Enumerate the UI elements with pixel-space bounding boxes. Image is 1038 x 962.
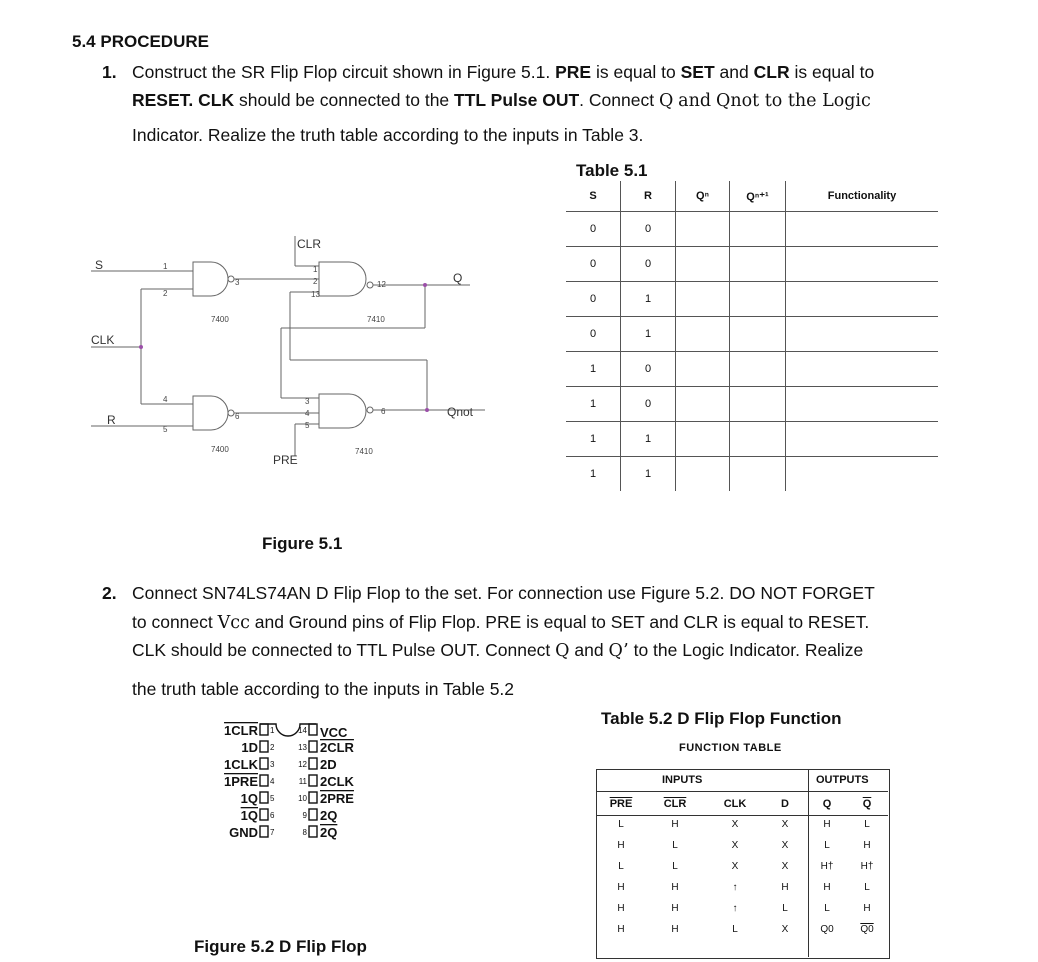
- table2-cell: H: [617, 924, 625, 935]
- pin-number: 13: [311, 290, 320, 299]
- step1-number: 1.: [102, 62, 117, 82]
- step2-text: to connect: [132, 612, 213, 632]
- step2-text: to the Logic Indicator. Realize: [633, 640, 864, 660]
- table1-header: Functionality: [827, 190, 897, 202]
- table2-cell: ↑: [732, 903, 738, 914]
- table1-cell: [730, 282, 786, 317]
- table2-header: $\overline{CLR}$: [663, 798, 687, 810]
- step2-line4: the truth table according to the inputs in Table 5.2: [132, 679, 515, 699]
- d-flip-flop-pinout: [180, 716, 400, 888]
- step1-text: . Connect: [579, 90, 655, 110]
- table2-cell: H: [823, 882, 831, 893]
- pin-number: 2: [270, 743, 275, 752]
- pin-number: 10: [298, 794, 307, 803]
- pin-number: 5: [163, 425, 168, 434]
- table2-cell: X: [731, 819, 739, 830]
- table2-cell: H: [863, 903, 871, 914]
- step1-reset: RESET.: [132, 90, 194, 110]
- table2-cell: H†: [820, 861, 834, 872]
- pin-number: 3: [305, 397, 310, 406]
- table1-cell: [786, 387, 939, 422]
- step1-text: should be connected to the: [239, 90, 450, 110]
- table2-cell: X: [781, 840, 789, 851]
- table2-cell: H: [671, 903, 679, 914]
- step1-text: is equal to: [794, 62, 875, 82]
- chip-label: 7410: [355, 447, 373, 456]
- table1-cell: 1: [566, 422, 621, 457]
- pin-name: GND: [229, 825, 258, 840]
- step1-pre: PRE: [555, 62, 592, 82]
- table1-cell: [786, 282, 939, 317]
- step1-clr: CLR: [753, 62, 790, 82]
- table1-cell: [730, 387, 786, 422]
- table2-cell: H: [671, 924, 679, 935]
- table1-cell: [786, 317, 939, 352]
- table1-cell: 0: [621, 387, 676, 422]
- pin-number: 1: [163, 262, 168, 271]
- pin-number: 1: [270, 726, 275, 735]
- pin-number: 3: [270, 760, 275, 769]
- pin-number: 4: [270, 777, 275, 786]
- table1-cell: 1: [621, 457, 676, 492]
- table1-cell: [786, 212, 939, 247]
- table1-cell: 0: [566, 212, 621, 247]
- input-clk-label: CLK: [91, 333, 115, 347]
- table1-cell: 0: [566, 317, 621, 352]
- pin-number: 1: [313, 265, 318, 274]
- nand-gate-2: [319, 262, 366, 296]
- output-qnot-label: Qnot: [447, 405, 474, 419]
- table2-cell: L: [864, 882, 870, 893]
- table2-cell: X: [781, 861, 789, 872]
- step1-q: Q: [658, 91, 674, 111]
- step1-set: SET: [680, 62, 715, 82]
- step1-clk: CLK: [198, 90, 235, 110]
- clr-label: CLR: [297, 237, 322, 251]
- sr-flip-flop-circuit: [85, 220, 505, 480]
- step1-text: and: [719, 62, 749, 82]
- pin-name: 1D: [241, 740, 258, 755]
- input-s-label: S: [95, 258, 104, 272]
- pin-name: 1CLR: [224, 723, 258, 738]
- table2-header: $\overline{Q}$: [862, 798, 872, 810]
- pin-name: 1PRE: [224, 774, 258, 789]
- table2-cell: ↑: [732, 882, 738, 893]
- step2-qprime: Q’: [608, 641, 629, 661]
- table2-cell: L: [782, 903, 788, 914]
- pin-number: 8: [302, 828, 307, 837]
- table1-cell: [730, 422, 786, 457]
- table1-cell: 0: [566, 282, 621, 317]
- pin-number: 2: [313, 277, 318, 286]
- table1-cell: 1: [566, 387, 621, 422]
- table2-cell: H: [781, 882, 789, 893]
- inverter-bubble: [228, 276, 234, 282]
- step2-line2: [132, 607, 869, 638]
- table2-cell: H: [617, 840, 625, 851]
- table2-header: CLK: [723, 798, 747, 810]
- table1-cell: 1: [621, 317, 676, 352]
- table2-cell: L: [824, 903, 830, 914]
- pin-name: 1Q: [240, 791, 258, 806]
- table1-cell: 0: [566, 247, 621, 282]
- table2-cell: L: [618, 861, 624, 872]
- table1-cell: 0: [621, 247, 676, 282]
- pin-number: 12: [377, 280, 386, 289]
- table2-header: Q: [822, 798, 832, 810]
- table2-cell: H: [823, 819, 831, 830]
- table1-cell: [730, 457, 786, 492]
- table2-cell: H: [863, 840, 871, 851]
- junction-dot: [140, 346, 143, 349]
- pin-number: 7: [270, 828, 275, 837]
- table2-cell: X: [731, 861, 739, 872]
- function-table-title: FUNCTION TABLE: [679, 742, 782, 754]
- outputs-label: OUTPUTS: [816, 774, 869, 786]
- chip-label: 7410: [367, 315, 385, 324]
- step1-text: and: [678, 91, 712, 111]
- pin-number: 2: [163, 289, 168, 298]
- pin-name: 2D: [320, 757, 337, 772]
- table1-cell: [676, 282, 730, 317]
- table2-header: D: [781, 798, 789, 810]
- pin-number: 6: [270, 811, 275, 820]
- step2-vcc: Vcc: [217, 613, 250, 633]
- table2-cell: X: [781, 819, 789, 830]
- table2-cell: L: [732, 924, 738, 935]
- table2-cell: H: [617, 882, 625, 893]
- pin-name: 2CLR: [320, 740, 354, 755]
- table2-cell: Q0: [820, 924, 834, 935]
- input-r-label: R: [107, 413, 116, 427]
- table1-cell: 0: [621, 212, 676, 247]
- nand-gate-3: [193, 396, 228, 430]
- pre-label: PRE: [273, 453, 298, 467]
- pin-number: 4: [305, 409, 310, 418]
- step2-line3: [132, 635, 863, 666]
- chip-label: 7400: [211, 315, 229, 324]
- pin-number: 13: [298, 743, 307, 752]
- pin-name: 1Q: [240, 808, 258, 823]
- step2-number: 2.: [102, 583, 117, 603]
- pin-name: 2Q: [320, 808, 338, 823]
- table1-cell: [786, 247, 939, 282]
- nand-gate-1: [193, 262, 228, 296]
- table1-cell: [676, 212, 730, 247]
- step1-qnot: Qnot to the Logic: [715, 91, 871, 111]
- table1-cell: [786, 457, 939, 492]
- pin-name: 2PRE: [320, 791, 354, 806]
- pin-number: 12: [298, 760, 307, 769]
- inverter-bubble: [367, 407, 373, 413]
- table2-cell: L: [618, 819, 624, 830]
- table2-cell: L: [864, 819, 870, 830]
- table2-cell: X: [781, 924, 789, 935]
- pin-number: 11: [298, 777, 307, 786]
- step2-q: Q: [555, 641, 570, 661]
- inputs-label: INPUTS: [662, 774, 703, 786]
- table1-cell: [786, 422, 939, 457]
- junction-dot: [426, 409, 429, 412]
- pin-name: 2CLK: [320, 774, 354, 789]
- table2-cell: H: [671, 882, 679, 893]
- table2-cell: X: [731, 840, 739, 851]
- step1-line1: [132, 57, 874, 87]
- chip-label: 7400: [211, 445, 229, 454]
- step1-line2: [132, 85, 871, 116]
- pin-squares: [260, 724, 317, 837]
- pin-number: 5: [270, 794, 275, 803]
- table1-cell: [730, 352, 786, 387]
- junction-dot: [424, 284, 427, 287]
- table1-header: R: [621, 181, 676, 212]
- table1-cell: 0: [621, 352, 676, 387]
- table2-cell: L: [672, 840, 678, 851]
- table2-cell: Q0: [860, 924, 874, 935]
- table2-header-rule: [596, 791, 888, 792]
- step1-line3: Indicator. Realize the truth table according to the inputs in Table 3.: [132, 125, 644, 145]
- inverter-bubble: [228, 410, 234, 416]
- table1-cell: 1: [621, 422, 676, 457]
- nand-gate-4: [319, 394, 366, 428]
- pin-name: 2Q: [320, 825, 338, 840]
- pin-number: 5: [305, 421, 310, 430]
- table1-header: S: [566, 181, 621, 212]
- figure2-caption: Figure 5.2 D Flip Flop: [194, 937, 367, 956]
- table2-caption: Table 5.2 D Flip Flop Function: [601, 709, 842, 728]
- table1-cell: 1: [621, 282, 676, 317]
- pin-number: 9: [302, 811, 307, 820]
- step2-line1: Connect SN74LS74AN D Flip Flop to the set. For connection use Figure 5.2. DO NOT FORGET: [132, 583, 875, 603]
- table2-cell: L: [672, 861, 678, 872]
- table1: [566, 181, 938, 491]
- pin-number: 6: [235, 412, 240, 421]
- pin-name: VCC: [320, 725, 348, 740]
- step1-text: Construct the SR Flip Flop circuit shown in Figure 5.1.: [132, 62, 551, 82]
- table1-cell: [676, 387, 730, 422]
- pin-name: 1CLK: [224, 757, 258, 772]
- table1-cell: [676, 457, 730, 492]
- table1-cell: [676, 247, 730, 282]
- table1-caption: Table 5.1: [576, 161, 648, 180]
- table1-cell: [676, 422, 730, 457]
- figure1-caption: Figure 5.1: [262, 534, 343, 553]
- table1-cell: [676, 317, 730, 352]
- step2-text: and: [574, 640, 604, 660]
- table2-cell: H: [617, 903, 625, 914]
- table2-cell: H†: [860, 861, 874, 872]
- table2-cell: H: [671, 819, 679, 830]
- pin-number: 4: [163, 395, 168, 404]
- step2-text: and Ground pins of Flip Flop. PRE is equal to SET and CLR is equal to RESET.: [254, 612, 870, 632]
- output-q-label: Q: [453, 271, 463, 285]
- section-title: 5.4 PROCEDURE: [72, 32, 209, 51]
- table1-cell: [730, 212, 786, 247]
- table1-cell: 1: [566, 352, 621, 387]
- table1-cell: [676, 352, 730, 387]
- table1-header: Qⁿ: [676, 181, 730, 212]
- table1-cell: [730, 247, 786, 282]
- pin-number: 14: [298, 726, 307, 735]
- step1-ttl: TTL Pulse OUT: [454, 90, 580, 110]
- inverter-bubble: [367, 282, 373, 288]
- table2: [599, 794, 887, 940]
- table1-header: Qⁿ⁺¹: [730, 181, 786, 212]
- table1-cell: [786, 352, 939, 387]
- step2-text: CLK should be connected to TTL Pulse OUT. Connect: [132, 640, 551, 660]
- table1-cell: [730, 317, 786, 352]
- table1-cell: 1: [566, 457, 621, 492]
- table2-cell: L: [824, 840, 830, 851]
- step1-text: is equal to: [595, 62, 676, 82]
- table2-header: $\overline{PRE}$: [609, 798, 633, 810]
- pin-number: 6: [381, 407, 386, 416]
- pin-number: 3: [235, 278, 240, 287]
